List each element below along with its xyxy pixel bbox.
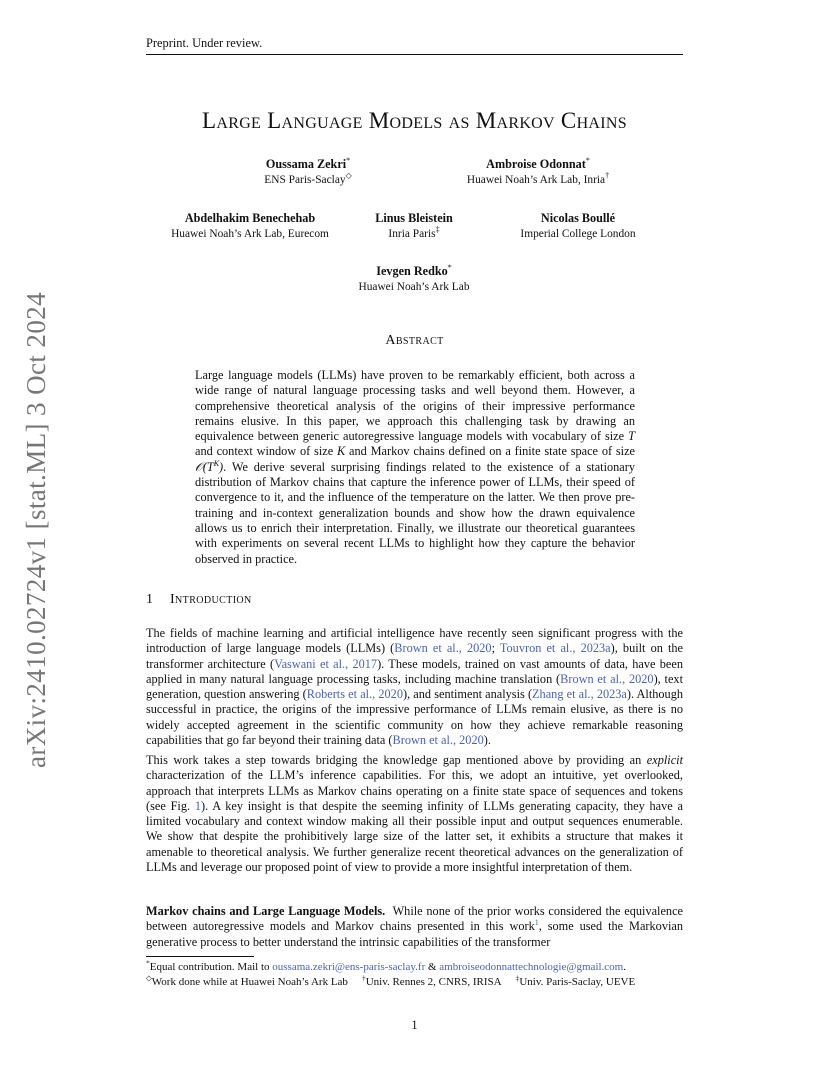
emphasis: explicit — [646, 753, 683, 767]
running-header: Preprint. Under review. — [146, 36, 263, 50]
intro-paragraph-1 — [146, 626, 683, 748]
author-affiliation: Imperial College London — [520, 228, 636, 240]
header-rule — [146, 54, 683, 55]
email-link[interactable]: oussama.zekri@ens-paris-saclay.fr — [272, 961, 426, 973]
footnote-text: & — [425, 961, 440, 973]
body-text: ). Although successful in practice, the origins of the impressive performance of LLMs remain elusive, as there is no widely accepted agreement in the scientific community on how they achieve remarkable reasoning capabilities that go far beyond their training data ( — [146, 687, 683, 748]
math-close: ) — [219, 459, 224, 474]
author-block — [418, 157, 658, 188]
affiliation-mark: † — [605, 171, 610, 181]
body-text: , some used the Markovian generative process to better understand the intrinsic capabilities of the transformer — [146, 919, 683, 949]
intro-paragraph-2 — [146, 753, 683, 875]
section-number: 1 — [146, 592, 154, 607]
footnote-mark: * — [146, 958, 150, 968]
footnote-rule — [146, 956, 254, 957]
author-block — [498, 211, 658, 242]
body-text: While none of the prior works considered the equivalence between autoregressive models and Markov chains presented in this work — [146, 904, 687, 934]
footnote-mark: ‡ — [515, 973, 520, 983]
author-name: Linus Bleistein — [375, 211, 453, 225]
author-name: Oussama Zekri — [265, 157, 347, 171]
citation-link[interactable]: Vaswani et al., 2017 — [274, 656, 378, 671]
math-big-o: 𝒪(T — [195, 459, 214, 474]
author-block — [150, 211, 350, 242]
email-link[interactable]: ambroiseodonnattechnologie@gmail.com — [439, 961, 624, 973]
author-affiliation: Huawei Noah’s Ark Lab — [358, 281, 470, 293]
abstract-body — [195, 368, 635, 567]
footnote-text: Work done while at Huawei Noah’s Ark Lab — [151, 976, 348, 988]
citation-link[interactable]: Touvron et al., 2023a — [499, 641, 611, 656]
body-text: The fields of machine learning and artificial intelligence have recently seen significant progress with the introduction of large language models (LLMs) ( — [146, 626, 683, 656]
abstract-heading: Abstract — [385, 333, 444, 348]
footnote-affiliations — [146, 975, 683, 989]
author-affiliation: Inria Paris — [388, 228, 436, 240]
body-text: ), and sentiment analysis ( — [402, 687, 533, 702]
author-affiliation: Huawei Noah’s Ark Lab, Inria — [466, 174, 606, 186]
footnote-link[interactable]: 1 — [534, 918, 539, 928]
body-text: ), built on the transformer architecture ( — [146, 641, 683, 671]
intro-paragraph-3 — [146, 904, 687, 950]
footnote-mark: ◇ — [146, 973, 152, 983]
page-number: 1 — [411, 1018, 418, 1032]
body-text: ; — [491, 641, 500, 656]
author-block — [354, 211, 474, 242]
citation-link[interactable]: Brown et al., 2020 — [560, 671, 654, 686]
figure-link[interactable]: 1 — [194, 798, 201, 813]
paragraph-heading: Markov chains and Large Language Models. — [146, 904, 386, 918]
abstract-text: and Markov chains defined on a finite state space of size — [345, 444, 636, 459]
author-affiliation: ENS Paris-Saclay — [264, 174, 346, 186]
abstract-text: and context window of size — [195, 444, 337, 459]
math-variable: K — [337, 444, 346, 459]
math-variable: T — [628, 429, 635, 444]
section-title: Introduction — [170, 592, 252, 607]
footnote-text: . — [623, 961, 626, 973]
math-expression — [195, 460, 223, 474]
body-text: This work takes a step towards bridging the knowledge gap mentioned above by providing an — [146, 753, 647, 767]
author-affiliation: Huawei Noah’s Ark Lab, Eurecom — [171, 228, 329, 240]
footnote-contribution — [146, 960, 683, 974]
paper-title: Large Language Models as Markov Chains — [202, 108, 627, 133]
author-name: Ievgen Redko — [376, 264, 448, 278]
footnote-text: Univ. Paris-Saclay, UEVE — [519, 976, 636, 988]
citation-link[interactable]: Roberts et al., 2020 — [306, 687, 403, 702]
author-block — [334, 264, 494, 295]
author-mark: * — [585, 156, 590, 166]
author-block — [208, 157, 408, 188]
author-name: Abdelhakim Benechehab — [184, 211, 316, 225]
section-heading — [146, 592, 252, 607]
footnote-text: Equal contribution. Mail to — [149, 961, 273, 973]
affiliation-mark: ‡ — [435, 225, 440, 235]
arxiv-stamp: arXiv:2410.02724v1 [stat.ML] 3 Oct 2024 — [21, 291, 51, 768]
math-exponent: K — [213, 458, 220, 468]
body-text: ). These models, trained on vast amounts of data, have been applied in many natural language processing tasks, including machine translation ( — [146, 656, 683, 686]
author-name: Nicolas Boullé — [540, 211, 616, 225]
body-text: ), text generation, question answering ( — [146, 671, 683, 702]
footnote-text: Univ. Rennes 2, CNRS, IRISA — [365, 976, 502, 988]
citation-link[interactable]: Brown et al., 2020 — [394, 641, 492, 656]
abstract-text: Large language models (LLMs) have proven to be remarkably efficient, both across a wide range of natural language processing tasks and well beyond them. However, a comprehensive theoretical analysis of the origins of their impressive performance remains elusive. In this paper, we approach this challenging task by drawing an equivalence between generic autoregressive language models with vocabulary of size — [195, 368, 635, 444]
citation-link[interactable]: Zhang et al., 2023a — [532, 687, 627, 702]
citation-link[interactable]: Brown et al., 2020 — [392, 733, 484, 748]
affiliation-mark: ◇ — [345, 171, 352, 181]
footnote-mark: † — [361, 973, 366, 983]
author-mark: * — [346, 156, 351, 166]
abstract-text: . We derive several surprising findings related to the existence of a stationary distribution of Markov chains that capture the inference power of LLMs, their speed of convergence to it, and the influence of the temperature on the latter. We then prove pre-training and in-context generalization bounds and show how the drawn equivalence allows us to enrich their interpretation. Finally, we illustrate our theoretical guarantees with experiments on several recent LLMs to highlight how they capture the behavior observed in practice. — [195, 459, 635, 566]
body-text: ). A key insight is that despite the seeming infinity of LLMs generating capacity, they have a limited vocabulary and context window making all their possible input and output sequences enumerable. We show that despite the prohibitively large size of the latter set, it exhibits a structure that makes it amenable to theoretical analysis. We further generalize recent theoretical advances on the generalization of LLMs and leverage our proposed point of view to provide a more insightful interpretation of them. — [146, 798, 683, 875]
body-text: ). — [483, 733, 491, 748]
author-mark: * — [447, 263, 452, 273]
author-name: Ambroise Odonnat — [486, 157, 586, 171]
body-text: characterization of the LLM’s inference capabilities. For this, we adopt an intuitive, yet overlooked, approach that interprets LLMs as Markov chains operating on a finite state space of sequences and tokens (see Fig. — [146, 768, 683, 813]
